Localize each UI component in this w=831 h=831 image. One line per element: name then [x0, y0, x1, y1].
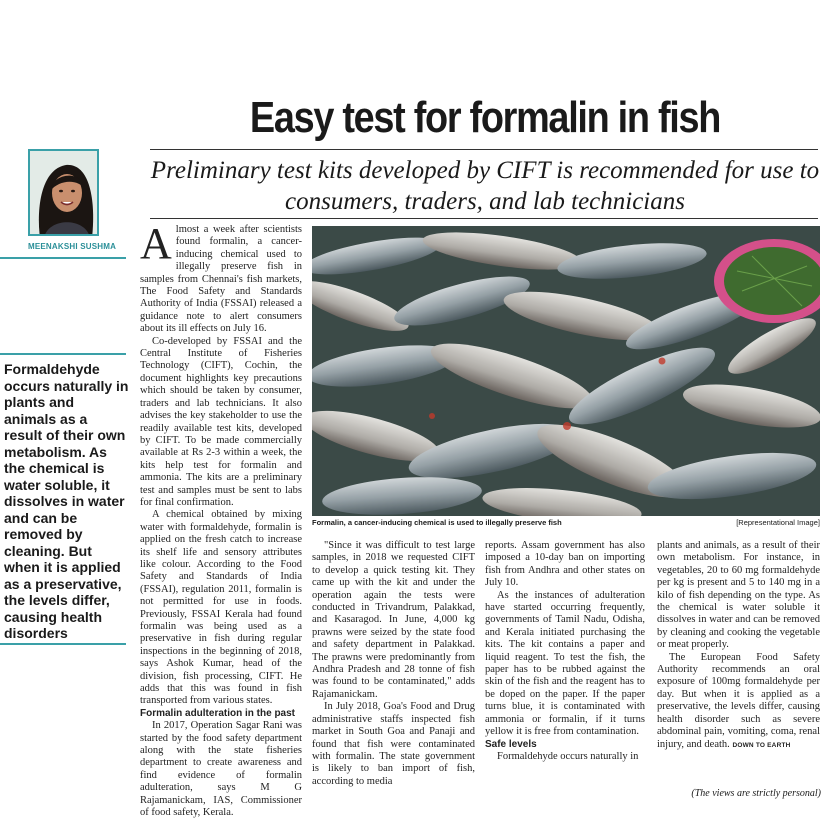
col2-paragraph-1: "Since it was difficult to test large samples, in 2018 we requested CIFT to develop a quick testing kit. They came up with the kit and under the operation again the tests were conducted in Trivandrum, Palakkad, and Kasaragod. In June, 4,000 kg prawns were seized by the state food and safety department in Palakkad. The prawns were predominantly from Andhra Pradesh and 28 tonne of fish was found to be contaminated," adds Rajamanickam.: [312, 540, 475, 700]
subheadline: Preliminary test kits developed by CIFT is recommended for use to consumers, traders, and lab technicians: [150, 157, 820, 215]
col1-paragraph-2: Co-developed by FSSAI and the Central Institute of Fisheries Technology (CIFT), Cochin, the document highlights key precautions which should be taken by consumer, traders and lab technicians. It also advises the key stakeholder to use the readily available test kits, developed by CIFT. To be made commercially available at Rs 2-3 within a week, the kits help test for formalin and ammonia. The kits are a preliminary test and samples must be sent to labs for final confirmation.: [140, 335, 302, 508]
section-heading-safe-levels: Safe levels: [485, 738, 537, 750]
fish-image: [312, 226, 820, 516]
disclaimer: (The views are strictly personal): [691, 788, 821, 799]
col1-paragraph-1: lmost a week after scientists found formalin, a cancer-inducing chemical used to illegally preserve fish in samples from Chennai's fish markets, The Food Safety and Standards Authority of India (FSSAI) released a guidance note to alert consumers about its ill effects on July 16.: [140, 224, 302, 335]
col1-paragraph-4: In 2017, Operation Sagar Rani was started by the food safety department along with the state fisheries department to create awareness and find evidence of formalin adulteration, says M G Rajamanickam, IAS, Commissioner of food safety, Kerala.: [140, 720, 302, 819]
headline-rule: [150, 149, 818, 150]
author-photo: [28, 149, 99, 236]
col4-paragraph-2: The European Food Safety Authority recommends an oral exposure of 100mg formaldehyde per day. But when it is applied as a preservative, the levels differ, causing health disorder such as severe abdominal pain, vomiting, coma, renal injury, and death.: [657, 651, 820, 750]
source-credit: DOWN TO EARTH: [732, 741, 791, 749]
article-column-3: [485, 540, 645, 763]
photo-caption: Formalin, a cancer-inducing chemical is used to illegally preserve fish: [312, 518, 562, 527]
author-name: MEENAKSHI SUSHMA: [28, 242, 117, 251]
article-column-2: [312, 540, 475, 788]
pull-quote-rule-bottom: [0, 643, 126, 645]
article-column-1: [140, 219, 302, 820]
col3-paragraph-3: Formaldehyde occurs naturally in: [497, 750, 639, 762]
author-rule: [0, 257, 126, 259]
col3-paragraph-1: reports. Assam government has also imposed a 10-day ban on importing fish from Andhra and other states on July 10.: [485, 540, 645, 589]
author-portrait-image: [30, 151, 99, 236]
subheadline-rule: [150, 218, 818, 219]
section-heading-adulteration: Formalin adulteration in the past: [140, 707, 296, 719]
headline: Easy test for formalin in fish: [249, 93, 721, 142]
pull-quote-rule-top: [0, 353, 126, 355]
col4-paragraph-1: plants and animals, as a result of their own metabolism. For instance, in vegetables, 20 to 60 mg formaldehyde per kg is present and 5 to 140 mg in a kilo of fish depending on the type. As the chemical is water soluble it dissolves in water and can be removed by cleaning and cooking the vegetable or meat properly.: [657, 540, 820, 651]
col1-paragraph-3: A chemical obtained by mixing water with formaldehyde, formalin is applied on the fresh catch to increase its shelf life and sensory attributes like colour. According to the Food Safety and Standards of India (FSSAI), regulation 2011, formalin is not permitted for use in foods. Previously, FSSAI Kerala had found formalin was being used as a preservative in fish during regular inspections in the beginning of 2018, says Ashok Kumar, head of the division, fish processing, CIFT. He adds that this was found in fish transported from various states.: [140, 509, 302, 707]
photo-caption-bar: [312, 518, 820, 530]
article-column-4: [657, 540, 820, 752]
photo-credit: [Representational Image]: [736, 518, 820, 527]
dropcap: A: [140, 219, 172, 268]
pull-quote: Formaldehyde occurs naturally in plants and animals as a result of their own metabolism. As the chemical is water soluble, it dissolves in water and can be removed by cleaning. But when it is applied as a preservative, the levels differ, causing health disorders: [4, 361, 129, 641]
fish-market-photo: [312, 226, 820, 516]
col2-paragraph-2: In July 2018, Goa's Food and Drug administrative staffs inspected fish market in South Goa and Panaji and found that fish were contaminated with formalin. The state government is likely to ban import of fish, according to media: [312, 701, 475, 787]
col3-paragraph-2: As the instances of adulteration have started occurring frequently, governments of Tamil Nadu, Odisha, and Kerala initiated purchasing the kits. The kit contains a paper and liquid reagent. To test the fish, the paper has to be rubbed against the skin of the fish and the reagent has to be doped on the paper. If the paper turns blue, it is contaminated with ammonia or formalin, if it turns yellow it is free from contamination.: [485, 589, 645, 738]
